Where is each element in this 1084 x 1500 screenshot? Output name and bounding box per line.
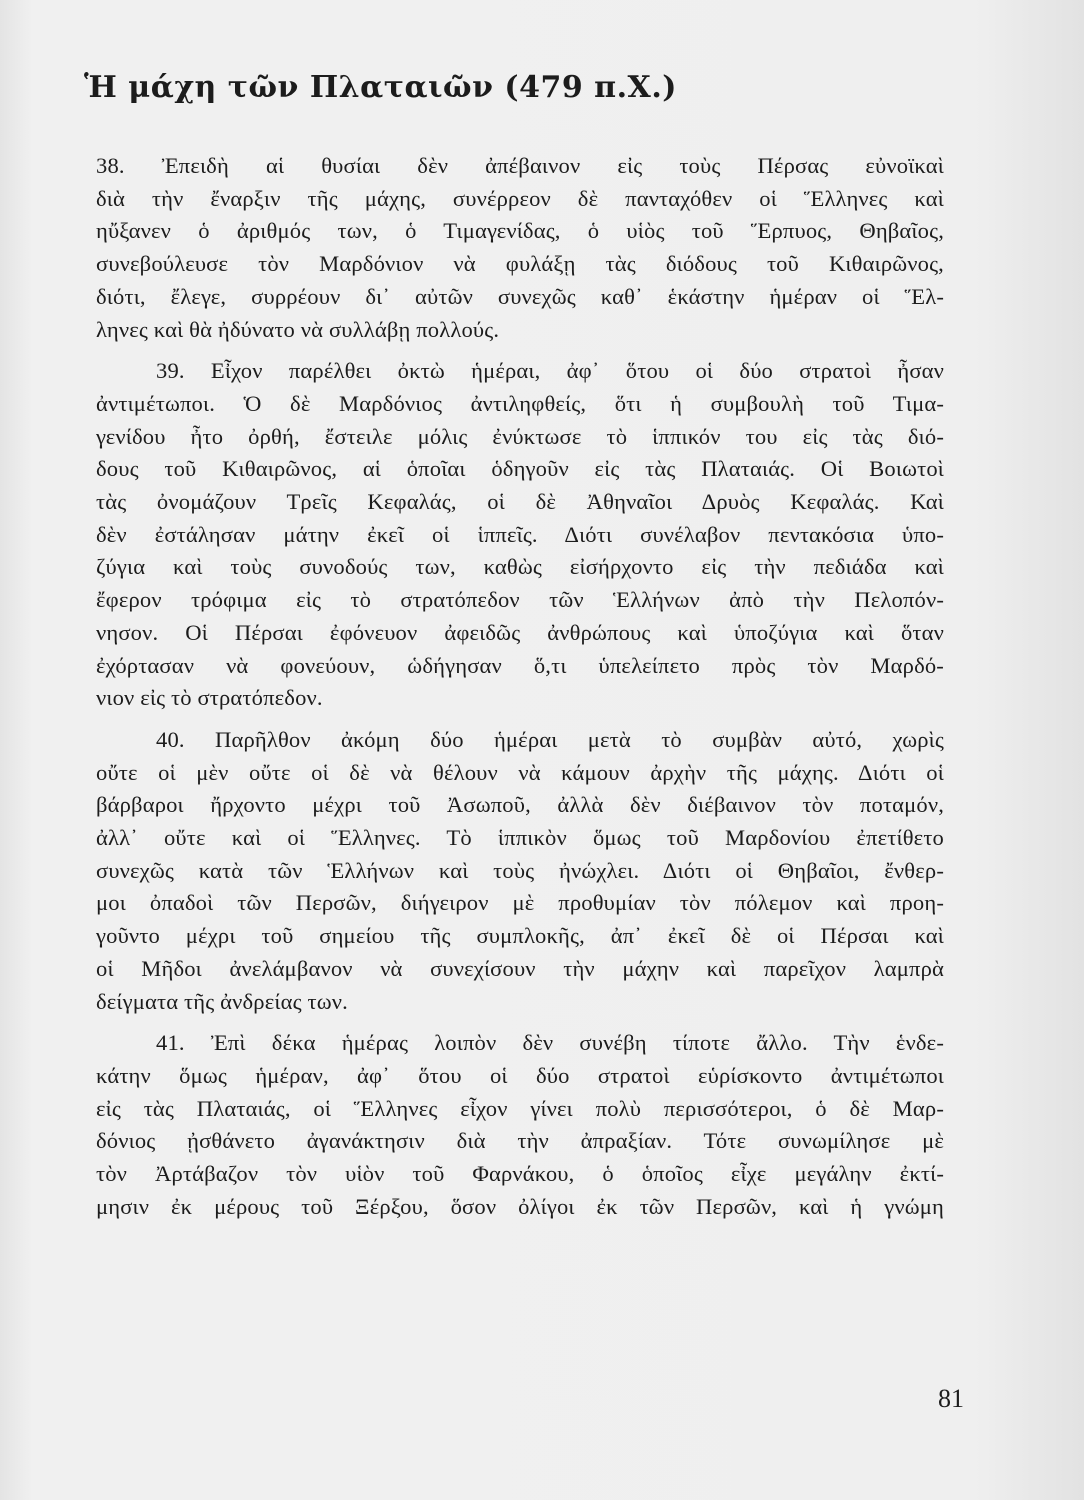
text-line: συνεβούλευσε τὸν Μαρδόνιον νὰ φυλάξῃ τὰς διόδους τοῦ Κιθαιρῶνος, (96, 251, 944, 277)
text-line: οἱ Μῆδοι ἀνελάμβανον νὰ συνεχίσουν τὴν μάχην καὶ παρεῖχον λαμπρὰ (96, 955, 944, 981)
text-line: μησιν ἐκ μέρους τοῦ Ξέρξου, ὅσον ὀλίγοι ἐκ τῶν Περσῶν, καὶ ἡ γνώμη (96, 1193, 944, 1219)
text-line: ληνες καὶ θὰ ἠδύνατο νὰ συλλάβῃ πολλούς. (96, 316, 500, 342)
paragraph-41 (96, 1027, 944, 1223)
text-line: 39. Εἶχον παρέλθει ὀκτὼ ἡμέραι, ἀφ᾽ ὅτου οἱ δύο στρατοὶ ἦσαν (156, 358, 944, 384)
text-line: ἔφερον τρόφιμα εἰς τὸ στρατόπεδον τῶν Ἑλλήνων ἀπὸ τὴν Πελοπόν- (96, 587, 944, 613)
text-line: γοῦντο μέχρι τοῦ σημείου τῆς συμπλοκῆς, ἀπ᾽ ἐκεῖ δὲ οἱ Πέρσαι καὶ (96, 923, 944, 949)
paragraph-40 (96, 724, 944, 1018)
chapter-title: Ἡ μάχη τῶν Πλαταιῶν (479 π.Χ.) (84, 70, 677, 105)
text-line: ηὔξανεν ὁ ἀριθμός των, ὁ Τιμαγενίδας, ὁ υἱὸς τοῦ Ἕρπυος, Θηβαῖος, (96, 218, 944, 244)
text-line: δους τοῦ Κιθαιρῶνος, αἱ ὁποῖαι ὁδηγοῦν εἰς τὰς Πλαταιάς. Οἱ Βοιωτοὶ (96, 456, 944, 482)
paragraph-39 (96, 355, 944, 715)
text-line: δὲν ἐστάλησαν μάτην ἐκεῖ οἱ ἱππεῖς. Διότι συνέλαβον πεντακόσια ὑπο- (96, 521, 944, 547)
text-line: διότι, ἔλεγε, συρρέουν δι᾽ αὐτῶν συνεχῶς καθ᾽ ἑκάστην ἡμέραν οἱ Ἕλ- (96, 283, 944, 309)
page-number: 81 (938, 1384, 964, 1413)
text-line: εἰς τὰς Πλαταιάς, οἱ Ἕλληνες εἶχον γίνει πολὺ περισσότεροι, ὁ δὲ Μαρ- (96, 1095, 944, 1121)
text-line: 38. Ἐπειδὴ αἱ θυσίαι δὲν ἀπέβαινον εἰς τοὺς Πέρσας εὐνοϊκαὶ (96, 153, 944, 178)
text-line: νησον. Οἱ Πέρσαι ἐφόνευον ἀφειδῶς ἀνθρώπους καὶ ὑποζύγια καὶ ὅταν (96, 619, 944, 645)
text-line: 40. Παρῆλθον ἀκόμη δύο ἡμέραι μετὰ τὸ συμβὰν αὐτό, χωρὶς (156, 726, 944, 752)
text-line: νιον εἰς τὸ στρατόπεδον. (96, 685, 323, 711)
text-line: τὰς ὀνομάζουν Τρεῖς Κεφαλάς, οἱ δὲ Ἀθηναῖοι Δρυὸς Κεφαλάς. Καὶ (96, 489, 944, 515)
text-line: μοι ὀπαδοὶ τῶν Περσῶν, διήγειρον μὲ προθυμίαν τὸν πόλεμον καὶ προη- (96, 890, 944, 916)
text-line: συνεχῶς κατὰ τῶν Ἑλλήνων καὶ τοὺς ἠνώχλει. Διότι οἱ Θηβαῖοι, ἔνθερ- (96, 857, 944, 883)
text-line: διὰ τὴν ἔναρξιν τῆς μάχης, συνέρρεον δὲ πανταχόθεν οἱ Ἕλληνες καὶ (96, 185, 944, 211)
text-line: δόνιος ᾐσθάνετο ἀγανάκτησιν διὰ τὴν ἀπραξίαν. Τότε συνωμίλησε μὲ (96, 1128, 944, 1154)
text-line: δείγματα τῆς ἀνδρείας των. (96, 988, 348, 1014)
text-line: 41. Ἐπὶ δέκα ἡμέρας λοιπὸν δὲν συνέβη τίποτε ἄλλο. Τὴν ἑνδε- (156, 1030, 944, 1056)
text-line: ἀλλ᾽ οὔτε καὶ οἱ Ἕλληνες. Τὸ ἱππικὸν ὅμως τοῦ Μαρδονίου ἐπετίθετο (96, 825, 944, 851)
text-line: τὸν Ἀρτάβαζον τὸν υἱὸν τοῦ Φαρνάκου, ὁ ὁποῖος εἶχε μεγάλην ἐκτί- (96, 1161, 944, 1187)
text-line: οὔτε οἱ μὲν οὔτε οἱ δὲ νὰ θέλουν νὰ κάμουν ἀρχὴν τῆς μάχης. Διότι οἱ (96, 759, 944, 785)
text-line: βάρβαροι ἤρχοντο μέχρι τοῦ Ἀσωποῦ, ἀλλὰ δὲν διέβαινον τὸν ποταμόν, (96, 792, 944, 818)
text-line: ἀντιμέτωποι. Ὁ δὲ Μαρδόνιος ἀντιληφθείς, ὅτι ἡ συμβουλὴ τοῦ Τιμα- (96, 390, 944, 416)
text-line: ἐχόρτασαν νὰ φονεύουν, ὡδήγησαν ὅ,τι ὑπελείπετο πρὸς τὸν Μαρδό- (96, 652, 944, 678)
text-line: κάτην ὅμως ἡμέραν, ἀφ᾽ ὅτου οἱ δύο στρατοὶ εὑρίσκοντο ἀντιμέτωποι (96, 1062, 944, 1088)
text-line: ζύγια καὶ τοὺς συνοδούς των, καθὼς εἰσήρχοντο εἰς τὴν πεδιάδα καὶ (96, 554, 944, 580)
body-text (96, 150, 944, 1224)
text-line: γενίδου ἦτο ὀρθή, ἔστειλε μόλις ἐνύκτωσε τὸ ἱππικόν του εἰς τὰς διό- (96, 423, 944, 449)
paragraph-38 (96, 150, 944, 346)
